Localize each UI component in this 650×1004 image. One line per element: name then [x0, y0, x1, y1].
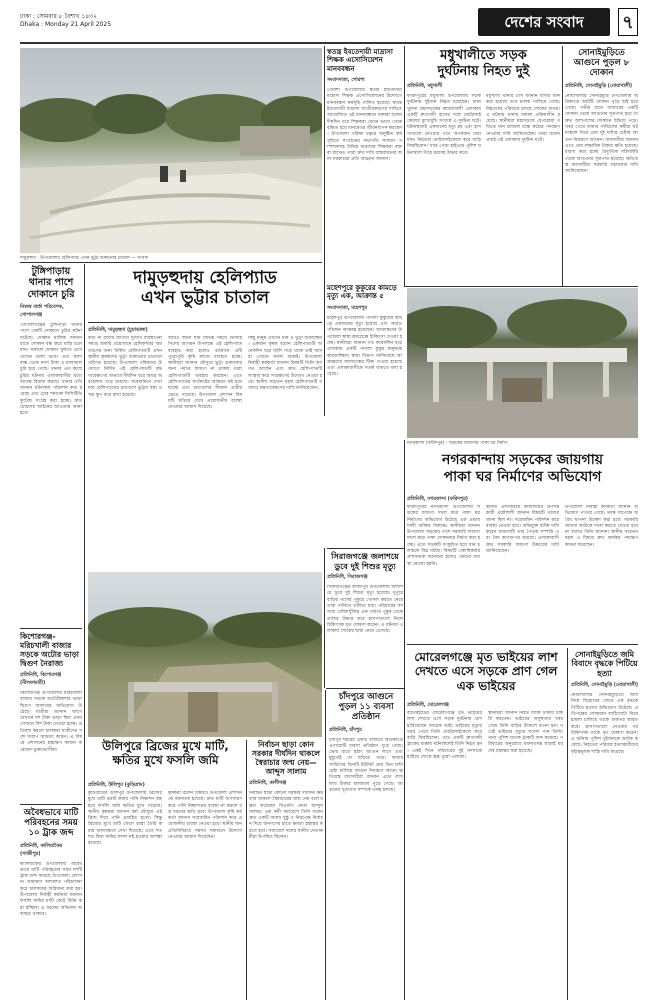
ulipur-photo-scene [88, 572, 322, 737]
sarak-project-byline: প্রতিনিধি, কালীগঞ্জ [249, 781, 287, 786]
helipad-headline-2: এখন ভুট্টার চাতাল [140, 288, 270, 309]
sonaimuri2-byline: প্রতিনিধি, সোনাইমুড়ি (নোয়াখালী) [571, 683, 639, 689]
helipad-article [88, 264, 322, 564]
madrasa-byline: সংবাদদাতা, পোরশা [327, 78, 365, 84]
sonaimuri-body: নোয়াখালীর সোনাইমুড়ি উপজেলায় অগ্নিকাণ্ডে আটটি দোকান পুড়ে ছাই হয়ে গেছে। গভীর রাতে বাজারের একটি দোকান থেকে আগুনের সূত্রপাত হয়ে তা দ্রুত আশপাশের দোকানে ছড়িয়ে পড়ে। খবর পেয়ে ফায়ার সার্ভিসের কর্মীরা ঘটনাস্থলে গিয়ে প্রায় দুই ঘণ্টার চেষ্টায় আগুন নিয়ন্ত্রণে আনেন। ব্যবসায়ীরা জানান এতে প্রায় লক্ষাধিক টাকার ক্ষতি হয়েছে। ধারণা করা হচ্ছে বৈদ্যুতিক শর্টসার্কিট থেকে আগুনের সূত্রপাত হয়েছে। ক্ষতিগ্রস্ত ব্যবসায়ীরা সরকারি সহায়তার দাবি জানিয়েছেন। [565, 93, 638, 175]
nagarkanda-body-b: স্থানীয় এলজিইডি কার্যালয়ের উপসহকারী প্রকৌশলী জানান বিষয়টি তাদের জানা ছিল না। সরেজমিন পরিদর্শন করে ব্যবস্থা নেওয়া হবে। অভিযুক্ত ব্যক্তি দাবি করেন জায়গাটি তার পৈতৃক সম্পত্তি এবং বৈধ কাগজপত্র রয়েছে। এলাকাবাসী দ্রুত সরকারি জায়গা উদ্ধারের দাবি জানিয়েছেন। [486, 505, 559, 555]
morrelganj-byline: প্রতিনিধি, মোরেলগঞ্জ [407, 703, 449, 708]
madhukhali-body-a: ফরিদপুরের মধুখালী উপজেলায় সড়ক দুর্ঘটনায় দুইজন নিহত হয়েছেন। ঢাকা খুলনা মহাসড়কের কামারখালী এলাকায় একটি দ্রুতগামী বাসের সঙ্গে মোটরসাইকেলের মুখোমুখি সংঘর্ষে এ দুর্ঘটনা ঘটে। ঘটনাস্থলেই একজনের মৃত্যু হয় এবং হাসপাতালে নেওয়ার পথে অপরজন মারা যান। নিহতরা মোটরসাইকেলে করে বাড়ি ফিরছিলেন। খবর পেয়ে হাইওয়ে পুলিশ ঘটনাস্থলে গিয়ে মরদেহ উদ্ধার করে। [407, 94, 481, 156]
sonaimuri-headline: সোনাইমুড়িতে আগুনে পুড়ল ৮ দোকান [573, 48, 630, 79]
section-rule [327, 548, 404, 549]
ulipur-byline: প্রতিনিধি, উলিপুর (কুড়িগ্রাম) [88, 783, 145, 788]
kishoreganj-byline: প্রতিনিধি, কিশোরগঞ্জ (নীলফামারী) [20, 673, 62, 686]
masthead-date-bn: ঢাকা : সোমবার ৮ বৈশাখ ১৪৩২ [20, 13, 97, 20]
col-rule [404, 440, 405, 1000]
tungipara-byline: নিজস্ব বার্তা পরিবেশক, গোপালগঞ্জ [20, 305, 64, 319]
col-rule [246, 740, 247, 1000]
madhukhali-article [407, 48, 560, 280]
sirajganj-article [327, 552, 403, 670]
helipad-rule [88, 322, 322, 323]
col-rule [562, 46, 563, 286]
nagarkanda-headline-1: নগরকান্দায় সড়কের জায়গায় [441, 452, 604, 468]
sarak-project-body: নির্বাচন ছাড়া কোনো সরকার দীর্ঘদিন ক্ষমতায় থাকলে স্বৈরাচারের জন্ম নেয় বলে মন্তব্য করেছেন বিএনপি নেতা আব্দুস সালাম। এক কর্মী সমাবেশে তিনি বলেন দ্রুত একটি অবাধ সুষ্ঠু ও নিরপেক্ষ নির্বাচন দিয়ে জনগণের হাতে ক্ষমতা হস্তান্তর করতে হবে। সমাবেশে দলের স্থানীয় নেতাকর্মীরা উপস্থিত ছিলেন। [249, 791, 323, 841]
nagarkanda-body-c: উপজেলা নির্বাহী কর্মকর্তা জানান অভিযোগ পাওয়া গেছে। তদন্ত সাপেক্ষে অবৈধ স্থাপনা উচ্ছেদ করা হবে। সরকারি জায়গা কাউকে দখল করতে দেওয়া হবে না বলেও তিনি জানান। স্থানীয় সচেতন মহল এ বিষয়ে দ্রুত কার্যকর পদক্ষেপ কামনা করেছেন। [565, 505, 638, 548]
dogbite-body: মহেশপুর উপজেলায় পাগলা কুকুরের কামড়ে একজনের মৃত্যু হয়েছে এবং আরও পাঁচজন আক্রান্ত হয়েছেন। আক্রান্তদের উপজেলা স্বাস্থ্য কমপ্লেক্সে চিকিৎসা দেওয়া হচ্ছে। স্থানীয়রা জানান গত কয়েকদিন ধরে এলাকায় একটি পাগলা কুকুর মানুষকে কামড়াচ্ছিল। স্বাস্থ্য বিভাগ জানিয়েছে আক্রান্তদের জলাতঙ্কের টিকা দেওয়া হয়েছে এবং এলাকাবাসীকে সতর্ক থাকতে বলা হয়েছে। [327, 315, 402, 378]
sonaimuri2-body: নোয়াখালীর সোনাইমুড়িতে জমি নিয়ে বিরোধের জেরে এক বৃদ্ধকে পিটিয়ে হত্যার অভিযোগ উঠেছে। প্রতিপক্ষের লোকজন লাঠিসোটা নিয়ে হামলা চালিয়ে তাকে গুরুতর আহত করে। হাসপাতালে নেওয়ার পর চিকিৎসক তাকে মৃত ঘোষণা করেন। এ ঘটনায় পুলিশ দুইজনকে আটক করেছে। নিহতের পরিবার হত্যাকারীদের দৃষ্টান্তমূলক শাস্তি দাবি করেছে। [571, 693, 638, 755]
chandpur-headline: চাঁদপুরে আগুনে পুড়ল ১১ ব্যবসা প্রতিষ্ঠান [338, 692, 394, 723]
sonaimuri-byline: প্রতিনিধি, সোনাইমুড়ি (নোয়াখালী) [565, 83, 633, 89]
masthead [20, 8, 638, 42]
kishoreganj-article [20, 632, 82, 802]
section-rule [326, 688, 404, 689]
helipad-photo-scene [20, 48, 322, 253]
abaidhbhabe-article [20, 808, 82, 1000]
nagarkanda-caption: নগরকান্দা (ফরিদপুর) : সড়কের জায়গায় পাকা ঘর নির্মাণ [407, 441, 508, 446]
helipad-byline: প্রতিনিধি, দামুড়হুদা (চুয়াডাঙ্গা) [88, 328, 148, 333]
col-rule [324, 548, 325, 688]
ulipur-body-b: কৃষকরা বলেন বিষয়টি উপজেলা প্রশাসনকে জানানো হয়েছে। দ্রুত মাটি অপসারণ করে পানি নিষ্কাশনের ব্যবস্থা না করলে বড় ধরনের ক্ষতি হবে। উপজেলা কৃষি কর্মকর্তা জানান সরেজমিন পরিদর্শন করে প্রয়োজনীয় ব্যবস্থা নেওয়া হবে। স্থানীয় জনপ্রতিনিধিরাও সমস্যা সমাধানে উদ্যোগ নেওয়ার আশ্বাস দিয়েছেন। [168, 791, 242, 841]
nagarkanda-photo [407, 288, 638, 438]
madrasa-headline: স্বতন্ত্র ইবতেদায়ী মাদ্রাসা শিক্ষক এসোসিয়েশন মানববন্ধন [327, 48, 393, 73]
sirajganj-headline: সিরাজগঞ্জে জলাশয়ে ডুবে দুই শিশুর মৃত্যু [331, 552, 399, 571]
sarak-project-headline: নির্বাচন ছাড়া কোন সরকার দীর্ঘদিন থাকলে স্বৈরাচার জন্ম নেয়—আব্দুস সালাম [251, 740, 320, 776]
section-rule [20, 804, 82, 805]
helipad-caption: দামুড়হুদা : উপজেলার হেলিপ্যাড এখন ভুট্টা শুকানোর চাতাল — সংবাদ [20, 256, 149, 261]
madhukhali-headline-2: দুর্ঘটনায় নিহত দুই [437, 63, 530, 79]
morrelganj-article [407, 650, 565, 1000]
madrasa-article [327, 48, 402, 278]
morrelganj-body-b: স্থানীয়রা জানান নিহত ব্যক্তি ঢাকায় চাকরি করতেন। ভাইয়ের অসুস্থতার খবর পেয়ে তিনি বাড়ির উদ্দেশে রওনা হন। পথেই ভাইয়ের মৃত্যুর সংবাদ পান তিনি। থানা পুলিশ ঘাতক ট্রাকটি জব্দ করেছে। পরিবারের অনুরোধে ময়নাতদন্ত ছাড়াই মরদেহ হস্তান্তর করা হয়েছে। [488, 711, 563, 754]
abaidhbhabe-byline: প্রতিনিধি, কালিয়াকৈর (গাজীপুর) [20, 843, 63, 857]
kishoreganj-headline: কিশোরগঞ্জ-মরিচখালী বাজার সড়কে অটোর ভাড়া দ্বিগুণ নৈরাজ্য [20, 632, 79, 668]
ulipur-headline: উলিপুরে ব্রিজের মুখে মাটি, ক্ষতির মুখে ফসলি জমি [102, 739, 229, 767]
nagarkanda-photo-scene [407, 288, 638, 438]
dogbite-headline: মহেশপুরে কুকুরের কামড়ে মৃত্যু এক, আক্রান্ত ৫ [327, 284, 397, 301]
ulipur-article [88, 740, 243, 1000]
col-rule [325, 690, 326, 1000]
chandpur-article [329, 692, 403, 1000]
tungipara-article [20, 266, 82, 626]
helipad-body-b: আরও জানা যায় বিভিন্ন সময়ে ভিআইপিদের আগমন উপলক্ষে এই হেলিপ্যাড ব্যবহার করা হলেও বর্তমানে এটি পুরোপুরি কৃষি কাজে ব্যবহৃত হচ্ছে। স্থানীয়রা জানান মৌসুমে ভুট্টা শুকানোর জন্য পর্যাপ্ত জায়গা না থাকায় তারা হেলিপ্যাডটি ব্যবহার করছেন। এতে হেলিপ্যাডের কংক্রিটের আস্তরণ নষ্ট হয়ে যাচ্ছে এবং চারপাশের সীমানা প্রাচীর ভেঙে পড়েছে। উপজেলা প্রশাসন বিষয়টি খতিয়ে দেখে প্রয়োজনীয় ব্যবস্থা নেওয়ার আশ্বাস দিয়েছে। [168, 336, 242, 411]
sonaimuri-article [565, 48, 638, 280]
masthead-date-en: Dhaka : Monday 21 April 2025 [20, 21, 112, 28]
col-rule [324, 46, 325, 416]
morrelganj-body-a: বাগেরহাটের মোরেলগঞ্জে মৃত ভাইয়ের লাশ দেখতে এসে সড়ক দুর্ঘটনায় প্রাণ হারিয়েছেন আরেক ভাই। ভাইয়ের মৃত্যুর খবর পেয়ে তিনি মোটরসাইকেলে করে বাড়ি ফিরছিলেন। পথে একটি দ্রুতগামী ট্রাকের ধাক্কায় ঘটনাস্থলেই তিনি নিহত হন। একই দিনে পরিবারের দুই সদস্যকে হারিয়ে শোকে স্তব্ধ পুরো এলাকা। [407, 711, 482, 761]
section-rule [404, 286, 638, 287]
nagarkanda-headline-2: পাকা ঘর নির্মাণের অভিযোগ [443, 468, 602, 485]
sirajganj-byline: প্রতিনিধি, সিরাজগঞ্জ [327, 575, 368, 581]
chandpur-byline: প্রতিনিধি, চাঁদপুর [329, 727, 362, 733]
dogbite-article [327, 284, 402, 414]
nagarkanda-article [407, 452, 638, 638]
masthead-brand: দেশের সংবাদ [504, 13, 584, 31]
tungipara-headline: টুঙ্গিপাড়ায় থানার পাশে দোকানে চুরি [27, 266, 75, 300]
helipad-body-c: কিছু মানুষ এখানে ধান ও ভুট্টা শুকাচ্ছেন। একজন কৃষক বলেন হেলিপ্যাডটি অনেকদিন ধরে খালি পড়ে থাকে তাই আমরা এখানে ফসল শুকাই। উপজেলা নির্বাহী কর্মকর্তা জানান বিষয়টি তিনি অবগত আছেন এবং দ্রুত হেলিপ্যাডটি সংস্কার করে সংরক্ষণের উদ্যোগ নেওয়া হবে। স্থানীয় সচেতন মহল হেলিপ্যাডটি যথাযথ রক্ষণাবেক্ষণের দাবি জানিয়েছেন। [248, 336, 322, 392]
abaidhbhabe-headline: অবৈধভাবে মাটি পরিবহনের সময় ১০ ট্রাক জব্দ [23, 808, 79, 839]
sonaimuri2-headline: সোনাইমুড়িতে জমি বিবাদে বৃদ্ধকে পিটিয়ে হত্যা [571, 650, 638, 678]
helipad-body-a: কথা না রাখার জাতীয় দুর্যোগ ব্যবস্থাপনা সময়ে জরুরি প্রয়োজনে হেলিকপ্টার অবতরণের জন্য নির্মিত হেলিপ্যাডটি এখন স্থানীয় কৃষকদের ভুট্টা শুকানোর চাতালে পরিণত হয়েছে। উপজেলা পরিষদের উদ্যোগে নির্মিত এই হেলিপ্যাডটি রক্ষণাবেক্ষণের অভাবে দীর্ঘদিন ধরে অযত্ন অবহেলায় পড়ে রয়েছে। সরেজমিনে দেখা যায় হেলিপ্যাডের চারপাশে ভুট্টার বস্তা ও খড় স্তূপ করে রাখা হয়েছে। [88, 336, 162, 398]
helipad-headline-1: দামুড়হুদায় হেলিপ্যাড [133, 268, 277, 288]
ulipur-body-a: কুড়িগ্রামের উলিপুর উপজেলায় ব্রিজের মুখে মাটি ভরাট করায় পানি নিষ্কাশন বন্ধ হয়ে ফসলি জমি ক্ষতির মুখে পড়েছে। স্থানীয় কৃষকরা জানান বর্ষা মৌসুমে এই ব্রিজ দিয়ে পানি প্রবাহিত হতো। কিন্তু ব্রিজের মুখে মাটি ফেলে রাস্তা তৈরি করায় জলাবদ্ধতা দেখা দিয়েছে। এতে শত শত বিঘা জমির ফসল নষ্ট হওয়ার আশঙ্কা রয়েছে। [88, 791, 162, 847]
sirajganj-body: সিরাজগঞ্জের কাজীপুর উপজেলায় জলাশয়ে ডুবে দুই শিশুর মৃত্যু হয়েছে। দুপুরে বাড়ির পাশের পুকুরে গোসল করতে নেমে তারা পানিতে তলিয়ে যায়। পরিবারের সদস্যরা খোঁজাখুঁজির এক পর্যায়ে পুকুর থেকে তাদের উদ্ধার করে হাসপাতালে নিলে চিকিৎসক মৃত ঘোষণা করেন। এ ঘটনায় এলাকায় শোকের ছায়া নেমে এসেছে। [327, 585, 403, 635]
masthead-rule [20, 42, 638, 44]
morrelganj-headline: মোরেলগঞ্জে মৃত ভাইয়ের লাশ দেখতে এসে সড়কে প্রাণ গেল এক ভাইয়ের [414, 650, 558, 693]
masthead-banner [478, 8, 610, 36]
sonaimuri2-article [571, 650, 638, 1000]
section-rule [20, 262, 322, 263]
tungipara-body: গোপালগঞ্জের টুঙ্গিপাড়া থানার পাশে একটি দোকানে চুরির ঘটনা ঘটেছে। দোকান মালিক জানান রাতে দোকান বন্ধ করে বাড়ি চলে যান। সকালে দোকান খুলতে এসে দেখেন তালা ভাঙা এবং ক্যাশ বাক্স থেকে নগদ টাকা ও মালামাল চুরি হয়ে গেছে। থানার এত কাছে চুরির ঘটনায় এলাকাবাসীর মধ্যে আতঙ্ক বিরাজ করছে। থানার ওসি জানান ঘটনাস্থল পরিদর্শন করা হয়েছে এবং চোর শনাক্তে সিসিটিভি ফুটেজ সংগ্রহ করা হচ্ছে। দ্রুত চোরদের আইনের আওতায় আনা হবে। [20, 323, 82, 417]
col-rule [84, 264, 85, 1000]
sarak-project-article [249, 740, 323, 1000]
helipad-photo [20, 48, 322, 253]
ulipur-photo [88, 572, 322, 737]
nagarkanda-byline: প্রতিনিধি, নগরকান্দা (ফরিদপুর) [407, 497, 468, 502]
dogbite-byline: সংবাদদাতা, মহেশপুর [327, 305, 368, 311]
page-number: ৭ [618, 8, 638, 36]
section-rule [20, 628, 82, 629]
abaidhbhabe-body: কালিয়াকৈর উপজেলায় অবৈধভাবে মাটি পরিবহনের সময় দশটি ট্রাক জব্দ করেছে উপজেলা প্রশাসন। ভ্রাম্যমাণ আদালত পরিচালনা করে চালকদের জরিমানা করা হয়। উপজেলা নির্বাহী কর্মকর্তা জানান ফসলি জমির মাটি কেটে বিক্রি করা হচ্ছিল। এ ধরনের অভিযান অব্যাহত থাকবে। [20, 861, 82, 917]
col-rule [404, 46, 405, 286]
madhukhali-byline: প্রতিনিধি, মধুখালী [407, 84, 443, 90]
madhukhali-body-b: মধুখালী থানার ওসি জানান বাসটি জব্দ করা হয়েছে তবে চালক পালিয়ে গেছে। নিহতদের পরিবারে চলছে শোকের মাতম। এ ঘটনায় থানায় মামলা প্রক্রিয়াধীন রয়েছে। স্থানীয়রা মহাসড়কে বেপরোয়া গতিতে যান চলাচল বন্ধে কঠোর পদক্ষেপ নেওয়ার দাবি জানিয়েছেন। তারা বলেন প্রায়ই এই এলাকায় দুর্ঘটনা ঘটে। [486, 94, 560, 144]
chandpur-body: চাঁদপুর শহরের একটি বাজারে অগ্নিকাণ্ডে এগারোটি ব্যবসা প্রতিষ্ঠান পুড়ে গেছে। ভোর রাতে হঠাৎ আগুন লাগে এবং মুহূর্তেই তা ছড়িয়ে পড়ে। ফায়ার সার্ভিসের তিনটি ইউনিট প্রায় তিন ঘণ্টা চেষ্টা চালিয়ে আগুন নিয়ন্ত্রণে আনে। ক্ষতিগ্রস্ত ব্যবসায়ীরা জানান এতে লাখ লাখ টাকার মালামাল পুড়ে গেছে। আগুনের সূত্রপাত সম্পর্কে তদন্ত চলছে। [329, 737, 403, 793]
col-rule [567, 648, 568, 1000]
madhukhali-headline-1: মধুখালীতে সড়ক [440, 48, 527, 63]
nagarkanda-body-a: ফরিদপুরের নগরকান্দা উপজেলায় সড়কের জায়গা দখল করে পাকা ঘর নির্মাণের অভিযোগ উঠেছে এক প্রভাবশালী ব্যক্তির বিরুদ্ধে। স্থানীয়রা জানান উপজেলা সড়কের পাশে সরকারি জায়গা দখল করে পাকা দোকানঘর নির্মাণ করা হচ্ছে। এতে সড়কটি সংকুচিত হয়ে যান চলাচলে বিঘ্ন ঘটছে। বিষয়টি একাধিকবার প্রশাসনকে জানানো হলেও কোনো ব্যবস্থা নেওয়া হয়নি। [407, 505, 480, 567]
section-rule [407, 644, 638, 645]
madrasa-body: পোরশা উপজেলার স্বতন্ত্র ইবতেদায়ী মাদ্রাসা শিক্ষক এসোসিয়েশনের উদ্যোগে মানববন্ধন কর্মসূচি পালিত হয়েছে। স্বতন্ত্র ইবতেদায়ী মাদ্রাসা জাতীয়করণের দাবিতে আয়োজিত এই মানববন্ধনে বক্তারা বলেন দীর্ঘদিন ধরে শিক্ষকরা বেতন ভাতা থেকে বঞ্চিত হয়ে মানবেতর জীবনযাপন করছেন। উপজেলা পরিষদ চত্বরে অনুষ্ঠিত কর্মসূচিতে সংগঠনের সভাপতি সাধারণ সম্পাদকসহ বিভিন্ন মাদ্রাসার শিক্ষকরা বক্তব্য রাখেন। তারা দ্রুত দাবি বাস্তবায়নের জন্য সরকারের প্রতি আহ্বান জানান। [327, 88, 402, 163]
kishoreganj-body: কিশোরগঞ্জ উপজেলার মরিচখালী বাজার সড়কে অটোরিকশার ভাড়া দ্বিগুণ আদায়ের অভিযোগ উঠেছে। যাত্রীরা জানান আগে যেখানে দশ টাকা ভাড়া ছিল এখন সেখানে বিশ টাকা নেওয়া হচ্ছে। প্রতিবাদ করলে চালকরা যাত্রীদের সঙ্গে খারাপ আচরণ করেন। এ বিষয়ে প্রশাসনের হস্তক্ষেপ কামনা করেছেন ভুক্তভোগীরা। [20, 691, 82, 753]
